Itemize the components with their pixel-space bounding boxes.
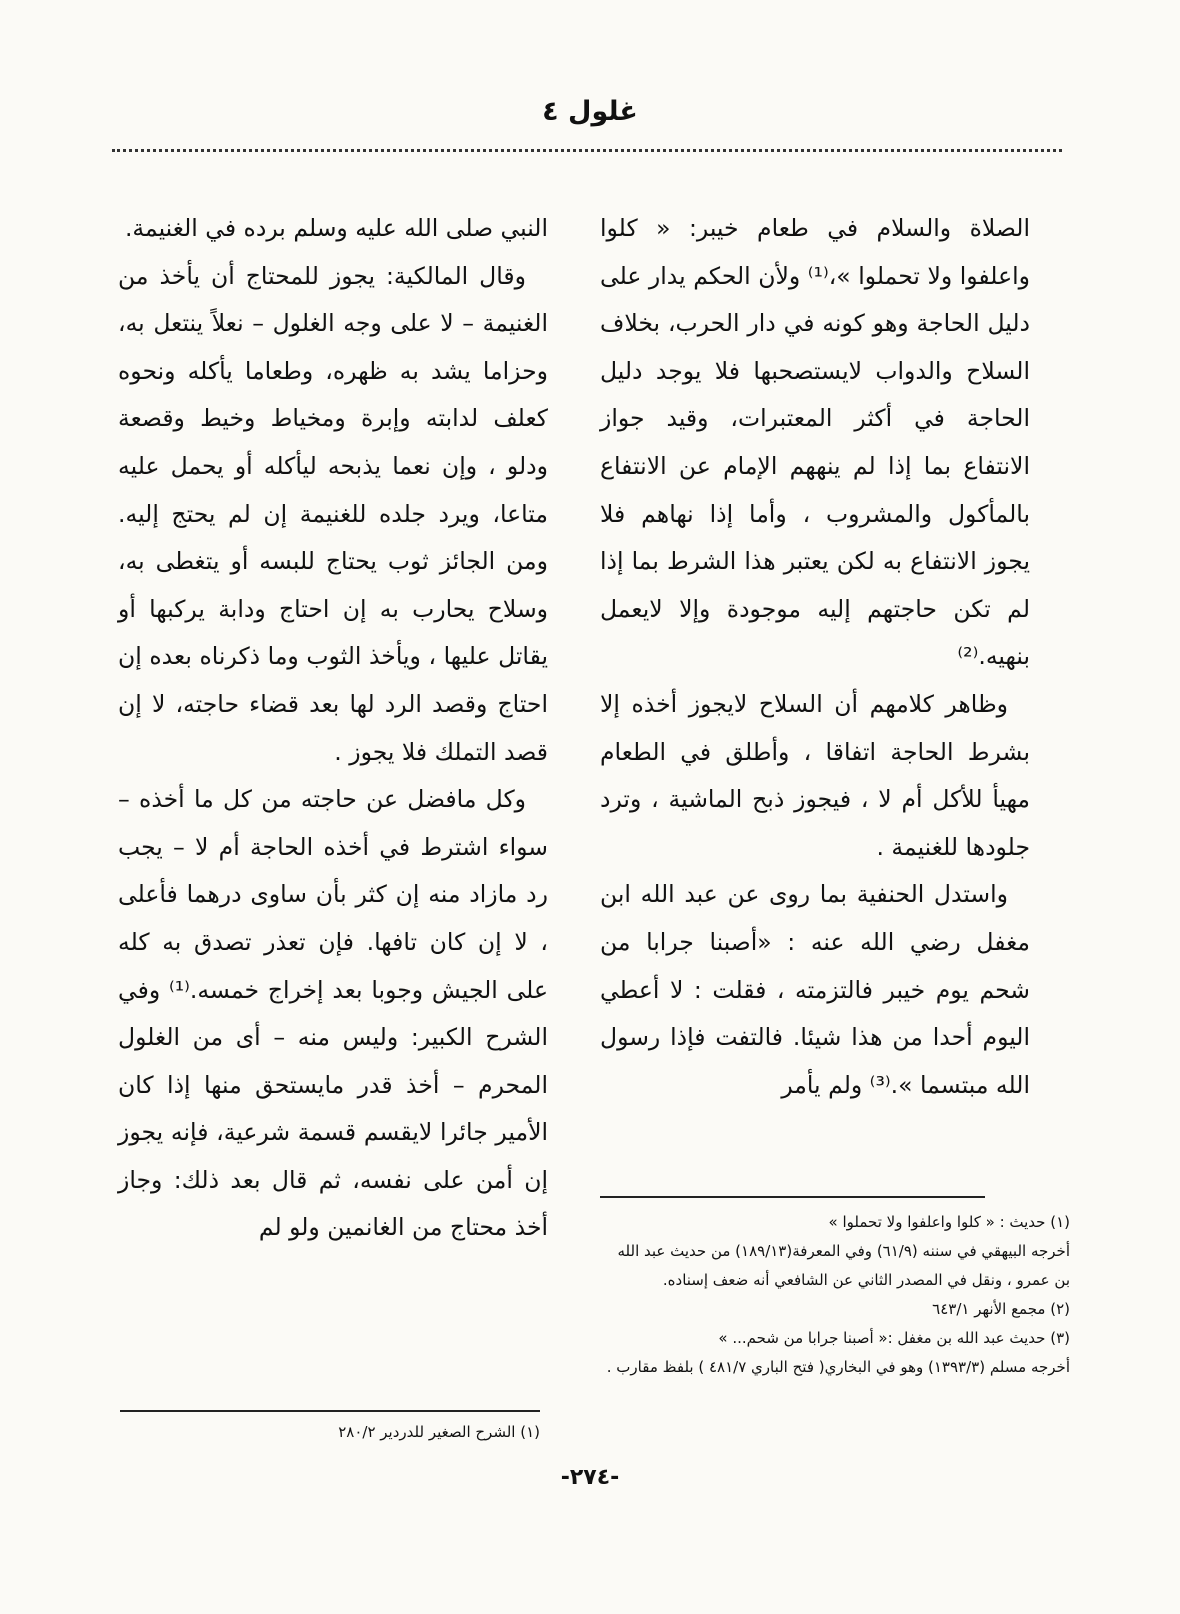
footnote-3-title: (٣) حديث عبد الله بن مغفل :« أصبنا جرابا من شحم... » [718, 1329, 1070, 1347]
left-footnotes [150, 1418, 540, 1447]
right-footnotes [600, 1208, 1070, 1382]
left-footnote-1: (١) الشرح الصغير للدردير ٢٨٠/٢ [338, 1423, 540, 1441]
left-column [118, 205, 548, 1252]
footnote-3-body: أخرجه مسلم (١٣٩٣/٣) وهو في البخاري( فتح الباري ٤٨١/٧ ) بلفظ مقارب . [606, 1358, 1070, 1376]
left-paragraph-1: النبي صلى الله عليه وسلم برده في الغنيمة. [124, 214, 548, 242]
footnote-1-title: (١) حديث : « كلوا واعلفوا ولا تحملوا » [828, 1213, 1070, 1231]
right-paragraph-3: واستدل الحنفية بما روى عن عبد الله ابن مغفل رضي الله عنه : «أصبنا جرابا من شحم يوم خيبر فالتزمته ، فقلت : لا أعطي اليوم أحدا من هذا شيئا. فالتفت فإذا رسول الله مبتسما ».⁽³⁾ ولم يأمر [600, 880, 1030, 1099]
left-paragraph-3: وكل مافضل عن حاجته من كل ما أخذه – سواء اشترط في أخذه الحاجة أم لا – يجب رد مازاد منه إن كثر بأن ساوى درهما فأعلى ، لا إن كان تافها. فإن تعذر تصدق به كله على الجيش وجوبا بعد إخراج خمسه.⁽¹⁾ وفي الشرح الكبير: وليس منه – أى من الغلول المحرم – أخذ قدر مايستحق منها إذا كان الأمير جائرا لايقسم قسمة شرعية، فإنه يجوز إن أمن على نفسه، ثم قال بعد ذلك: وجاز أخذ محتاج من الغانمين ولو لم [118, 785, 548, 1242]
right-paragraph-1: الصلاة والسلام في طعام خيبر: « كلوا واعلفوا ولا تحملوا »،⁽¹⁾ ولأن الحكم يدار على دليل الحاجة وهو كونه في دار الحرب، بخلاف السلاح والدواب لايستصحبها فلا يوجد دليل الحاجة في أكثر المعتبرات، وقيد جواز الانتفاع بما إذا لم ينههم الإمام عن الانتفاع بالمأكول والمشروب ، وأما إذا نهاهم فلا يجوز الانتفاع به لكن يعتبر هذا الشرط بما إذا لم تكن حاجتهم إليه موجودة وإلا لايعمل بنهيه.⁽²⁾ [600, 214, 1030, 671]
header-dotted-rule [112, 149, 1062, 152]
footnote-1-body: أخرجه البيهقي في سننه (٦١/٩) وفي المعرفة(١٨٩/١٣) من حديث عبد الله بن عمرو ، ونقل في المصدر الثاني عن الشافعي أنه ضعف إسناده. [617, 1242, 1070, 1289]
page-number: -٢٧٤- [560, 1465, 620, 1490]
page-header-title: غلول ٤ [542, 96, 638, 127]
right-column [600, 205, 1030, 1109]
right-footnote-rule [600, 1196, 985, 1198]
footnote-2: (٢) مجمع الأنهر ٦٤٣/١ [932, 1300, 1070, 1318]
left-paragraph-2: وقال المالكية: يجوز للمحتاج أن يأخذ من الغنيمة – لا على وجه الغلول – نعلاً ينتعل به، وحزاما يشد به ظهره، وطعاما يأكله ونحوه كعلف لدابته وإبرة ومخياط وخيط وقصعة ودلو ، وإن نعما يذبحه ليأكله أو يحمل عليه متاعا، ويرد جلده للغنيمة إن لم يحتج إليه. ومن الجائز ثوب يحتاج للبسه أو يتغطى به، وسلاح يحارب به إن احتاج ودابة يركبها أو يقاتل عليها ، ويأخذ الثوب وما ذكرناه بعده إن احتاج وقصد الرد لها بعد قضاء حاجته، لا إن قصد التملك فلا يجوز . [118, 261, 548, 766]
right-paragraph-2: وظاهر كلامهم أن السلاح لايجوز أخذه إلا بشرط الحاجة اتفاقا ، وأطلق في الطعام مهيأ للأكل أم لا ، فيجوز ذبح الماشية ، وترد جلودها للغنيمة . [600, 689, 1030, 861]
left-footnote-rule [120, 1410, 540, 1412]
